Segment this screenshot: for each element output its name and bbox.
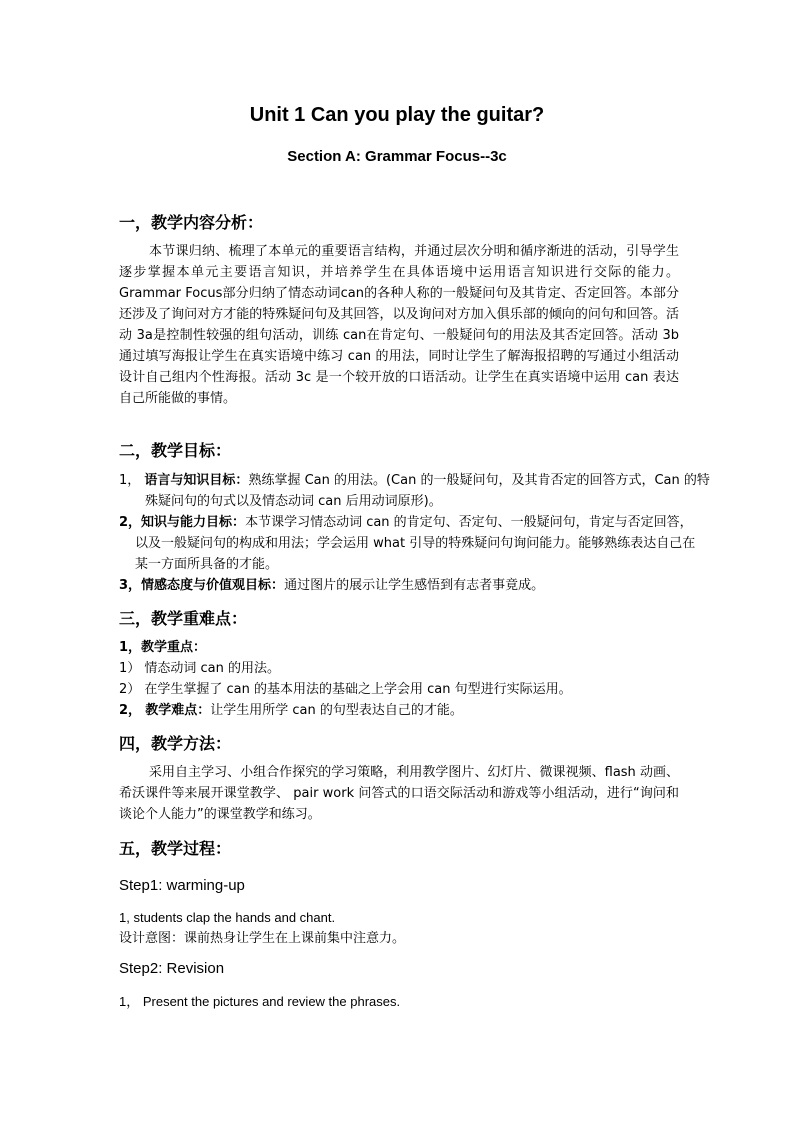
objective-label: 语言与知识目标：: [144, 473, 249, 488]
step1-title: Step1: warming-up: [119, 877, 245, 894]
objective-text: 熟练掌握 Can 的用法。(Can 的一般疑问句，及其肯否定的回答方式，Can 的特殊疑问句的句式以及情态动词 can 后用动词原形)。: [145, 473, 710, 509]
step2-title: Step2: Revision: [119, 960, 225, 977]
section1-heading: 一，教学内容分析：: [119, 213, 264, 232]
objective-item-2: [119, 512, 700, 575]
objective-num: 3，: [119, 578, 142, 593]
section1-paragraph: 本节课归纳、梳理了本单元的重要语言结构，并通过层次分明和循序渐进的活动，引导学生逐步掌握本单元主要语言知识，并培养学生在具体语境中运用语言知识进行交际的能力。 Grammar Focus部分归纳了情态动词can的各种人称的一般疑问句及其肯定、否定回答。本部分还涉及了询问对方才能的特殊疑问句及其回答，以及询问对方加入俱乐部的倾向的问句和回答。活动 3a是控制性较强的组句活动，训练 can在肯定句、一般疑问句的用法及其否定回答。活动 3b 通过填写海报让学生在真实语境中练习 can 的用法，同时让学生了解海报招聘的写通过小组活动设计自己组内个性海报。活动 3c 是一个较开放的口语活动。让学生在真实语境中运用 can 表达自己所能做的事情。: [119, 244, 679, 406]
document-title: Unit 1 Can you play the guitar?: [249, 104, 545, 126]
objective-text: 本节课学习情态动词 can 的肯定句、否定句、一般疑问句，肯定与否定回答，以及一般疑问句的构成和用法；学会运用 what 引导的特殊疑问句询问能力。能够熟练表达自己在某一方面所具备的才能。: [135, 515, 696, 572]
section4-paragraph: 采用自主学习、小组合作探究的学习策略，利用教学图片、幻灯片、微课视频、flash 动画、希沃课件等来展开课堂教学、 pair work 问答式的口语交际活动和游戏等小组活动，进行“询问和谈论个人能力”的课堂教学和练习。: [119, 765, 679, 822]
objective-label: 知识与能力目标：: [141, 515, 246, 530]
section5-heading: 五，教学过程：: [119, 839, 232, 858]
section4-heading: 四，教学方法：: [119, 734, 232, 753]
key-point-item-1: 1） 情态动词 can 的用法。: [119, 661, 281, 676]
step2-line-1: 1， Present the pictures and review the phrases.: [119, 994, 401, 1009]
section2-heading: 二，教学目标：: [119, 441, 232, 460]
section3-heading: 三，教学重难点：: [119, 609, 248, 628]
difficulty-item: [119, 700, 684, 721]
step1-line-1: 1, students clap the hands and chant.: [119, 910, 336, 925]
objective-text: 通过图片的展示让学生感悟到有志者事竟成。: [284, 578, 545, 593]
objective-label: 情感态度与价值观目标：: [141, 578, 285, 593]
step1-line-2: 设计意图：课前热身让学生在上课前集中注意力。: [119, 931, 406, 946]
difficulty-text: 让学生用所学 can 的句型表达自己的才能。: [210, 703, 463, 718]
difficulty-num: 2，: [119, 703, 142, 718]
key-points-label: 1，教学重点：: [119, 640, 207, 655]
objective-item-3: [119, 575, 684, 596]
document-subtitle: Section A: Grammar Focus--3c: [287, 148, 507, 165]
difficulty-label: 教学难点：: [145, 703, 211, 718]
objective-num: 1，: [119, 473, 141, 488]
objective-item-1: [119, 470, 710, 512]
key-point-item-2: 2） 在学生掌握了 can 的基本用法的基础之上学会用 can 句型进行实际运用。: [119, 682, 572, 697]
objective-num: 2，: [119, 515, 142, 530]
